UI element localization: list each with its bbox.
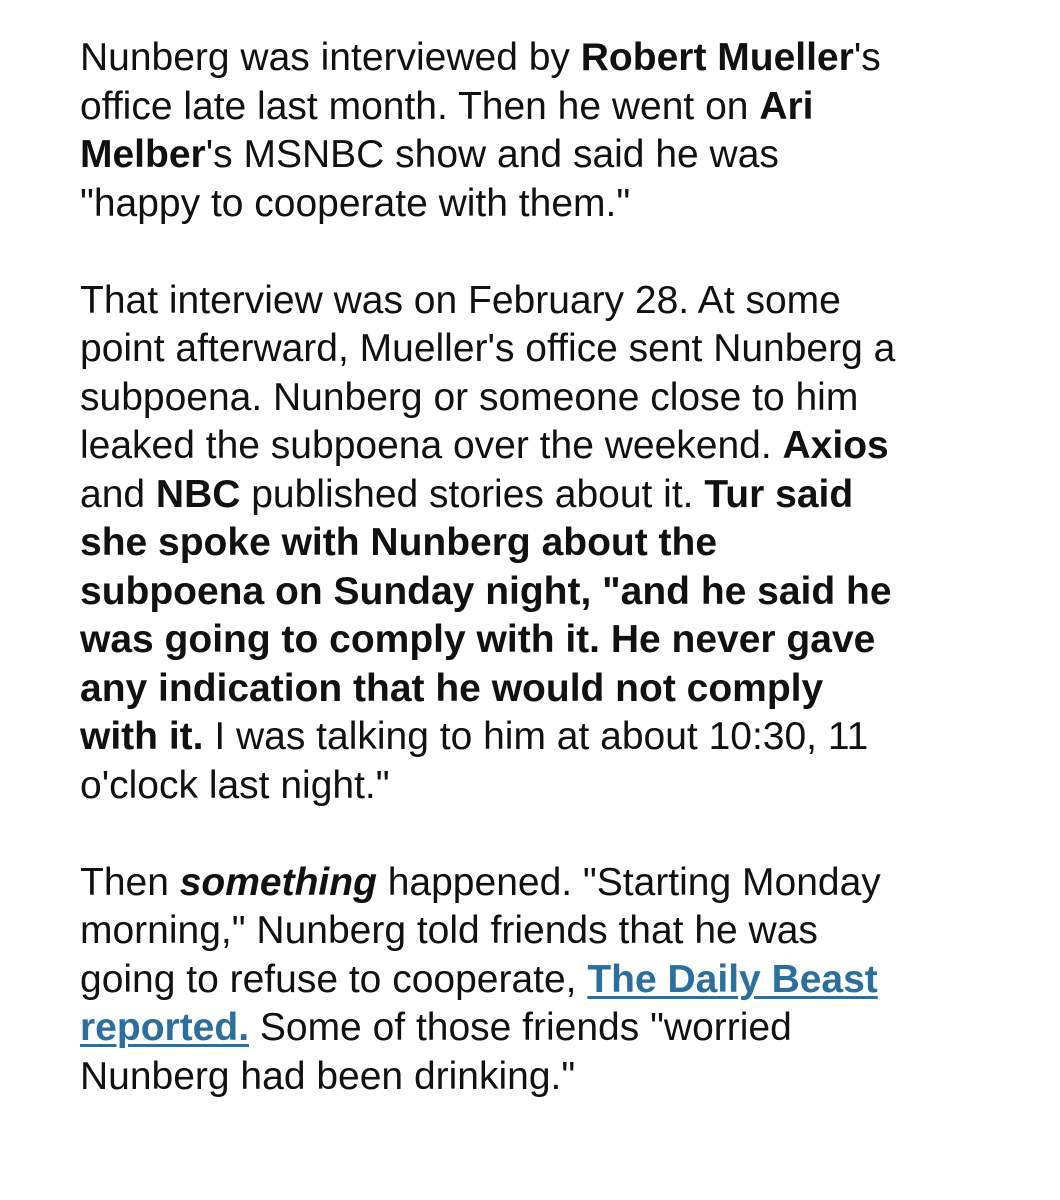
text-line: point afterward, Mueller's office sent Nunberg a — [80, 327, 896, 370]
outlet-nbc: NBC — [155, 472, 241, 516]
text-line: subpoena. Nunberg or someone close to him — [80, 375, 859, 419]
bold-quote-end: with it. — [80, 715, 204, 758]
name-robert-mueller: Robert Mueller — [580, 36, 854, 79]
paragraph-1 — [80, 34, 980, 228]
text-line: o'clock last night." — [80, 763, 390, 807]
name-ari: Ari — [759, 84, 814, 128]
text-line: with it. I was talking to him at about 10:30, 11 — [80, 715, 869, 758]
text-line: That interview was on February 28. At some — [80, 278, 841, 322]
text-line: Then something happened. "Starting Monday — [80, 860, 881, 904]
text-line: going to refuse to cooperate, The Daily Beast — [80, 957, 878, 1001]
text-line: and NBC published stories about it. Tur said — [80, 472, 854, 516]
text-line: Nunberg was interviewed by Robert Mueller's — [80, 36, 881, 79]
daily-beast-link[interactable]: The Daily Beast — [587, 957, 878, 1001]
text-line: morning," Nunberg told friends that he was — [80, 909, 818, 952]
text-line: Melber's MSNBC show and said he was — [80, 133, 779, 176]
text-line: office late last month. Then he went on Ari — [80, 84, 814, 128]
text-line: Nunberg had been drinking." — [80, 1054, 576, 1098]
outlet-axios: Axios — [782, 424, 889, 467]
bold-quote-line: subpoena on Sunday night, "and he said he — [80, 569, 892, 613]
paragraph-2 — [80, 277, 980, 811]
name-melber: Melber — [80, 133, 206, 176]
text-line: "happy to cooperate with them." — [80, 181, 631, 225]
reported-link[interactable]: reported. — [80, 1006, 250, 1049]
article-body — [80, 34, 980, 1101]
bold-quote-start: Tur said — [704, 472, 854, 516]
bold-quote-line: any indication that he would not comply — [80, 666, 824, 710]
bold-quote-line: she spoke with Nunberg about the — [80, 521, 718, 564]
bold-quote-line: was going to comply with it. He never gave — [80, 618, 876, 661]
text-line: reported. Some of those friends "worried — [80, 1006, 792, 1049]
paragraph-3 — [80, 859, 980, 1102]
emphasis-something: something — [179, 860, 377, 904]
text-line: leaked the subpoena over the weekend. Axios — [80, 424, 889, 467]
